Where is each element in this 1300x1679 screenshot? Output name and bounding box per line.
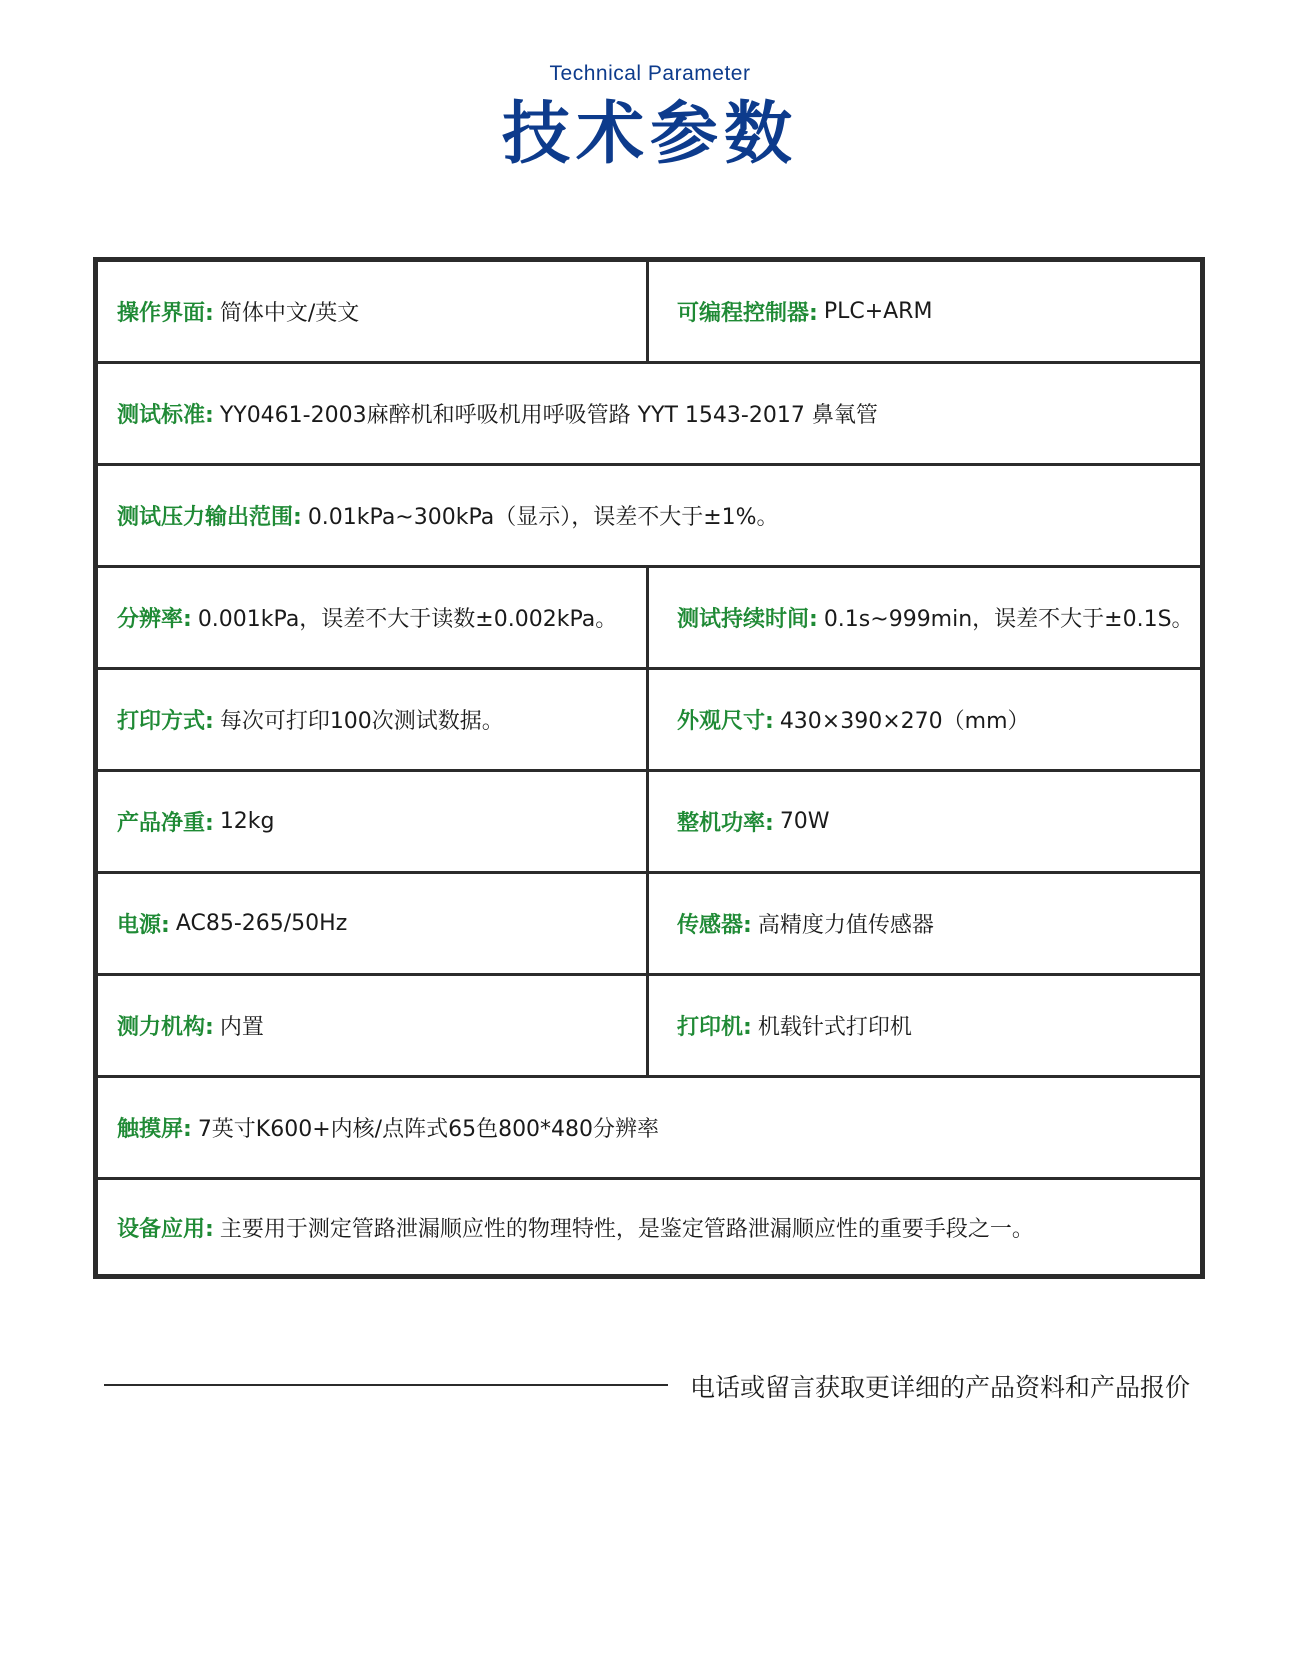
spec-value: 每次可打印100次测试数据。: [219, 709, 504, 734]
spec-value: PLC+ARM: [823, 299, 933, 324]
spec-cell-power-supply: [98, 874, 649, 973]
spec-cell-sensor: [649, 874, 1200, 973]
spec-value: 高精度力值传感器: [757, 913, 934, 938]
table-row: [98, 1180, 1200, 1274]
spec-value: 简体中文/英文: [219, 301, 360, 326]
table-row: [98, 466, 1200, 568]
spec-label: 分辨率:: [117, 607, 192, 632]
spec-label: 外观尺寸:: [677, 709, 774, 734]
spec-label: 测试标准:: [117, 403, 214, 428]
spec-label: 打印机:: [677, 1015, 752, 1040]
table-row: [98, 976, 1200, 1078]
spec-label: 电源:: [117, 913, 170, 938]
table-row: [98, 1078, 1200, 1180]
spec-value: 主要用于测定管路泄漏顺应性的物理特性，是鉴定管路泄漏顺应性的重要手段之一。: [219, 1216, 1034, 1242]
spec-value: 70W: [779, 809, 830, 834]
spec-label: 整机功率:: [677, 811, 774, 836]
table-row: [98, 262, 1200, 364]
spec-label: 触摸屏:: [117, 1117, 192, 1142]
table-row: [98, 772, 1200, 874]
spec-label: 可编程控制器:: [677, 301, 818, 326]
spec-value: 430×390×270（mm）: [779, 709, 1030, 734]
spec-cell-application: [98, 1180, 1200, 1274]
table-row: [98, 670, 1200, 772]
spec-value: 0.1s~999min，误差不大于±0.1S。: [823, 607, 1194, 632]
page-title: 技术参数: [501, 95, 798, 174]
spec-value: 0.001kPa，误差不大于读数±0.002kPa。: [197, 607, 618, 632]
spec-cell-pressure-range: [98, 466, 1200, 565]
spec-cell-force-mechanism: [98, 976, 649, 1075]
spec-table: [93, 257, 1205, 1279]
page-subtitle: Technical Parameter: [549, 62, 751, 85]
spec-value: 0.01kPa~300kPa（显示），误差不大于±1%。: [307, 505, 779, 530]
spec-label: 打印方式:: [117, 709, 214, 734]
spec-cell-controller: [649, 262, 1200, 361]
spec-cell-dimensions: [649, 670, 1200, 769]
spec-value: YY0461-2003麻醉机和呼吸机用呼吸管路 YYT 1543-2017 鼻氧管: [219, 403, 878, 428]
table-row: [98, 874, 1200, 976]
spec-label: 测力机构:: [117, 1015, 214, 1040]
spec-cell-power: [649, 772, 1200, 871]
spec-cell-printer: [649, 976, 1200, 1075]
table-row: [98, 568, 1200, 670]
spec-label: 操作界面:: [117, 301, 214, 326]
footer-contact-text: 电话或留言获取更详细的产品资料和产品报价: [690, 1373, 1191, 1402]
spec-value: 7英寸K600+内核/点阵式65色800*480分辨率: [197, 1117, 660, 1142]
spec-value: 机载针式打印机: [757, 1015, 912, 1040]
spec-label: 传感器:: [677, 913, 752, 938]
spec-value: 12kg: [219, 809, 275, 834]
spec-label: 产品净重:: [117, 811, 214, 836]
spec-cell-test-standard: [98, 364, 1200, 463]
spec-label: 测试持续时间:: [677, 607, 818, 632]
footer-divider: [104, 1384, 668, 1386]
spec-cell-print-mode: [98, 670, 649, 769]
spec-cell-ui-language: [98, 262, 649, 361]
spec-cell-resolution: [98, 568, 649, 667]
spec-cell-touchscreen: [98, 1078, 1200, 1177]
spec-cell-duration: [649, 568, 1200, 667]
table-row: [98, 364, 1200, 466]
spec-value: 内置: [219, 1015, 264, 1040]
spec-value: AC85-265/50Hz: [175, 911, 348, 936]
spec-label: 设备应用:: [117, 1216, 214, 1242]
spec-label: 测试压力输出范围:: [117, 505, 302, 530]
spec-cell-net-weight: [98, 772, 649, 871]
